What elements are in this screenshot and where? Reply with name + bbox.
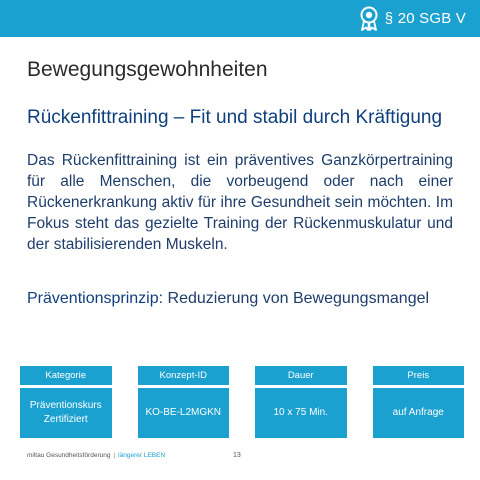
section-subtitle: Rückenfittraining – Fit und stabil durch Kräftigung bbox=[27, 107, 443, 128]
principle-value: Reduzierung von Bewegungsmangel bbox=[167, 290, 430, 307]
prevention-principle bbox=[27, 290, 467, 308]
card-value: 10 x 75 Min. bbox=[255, 388, 347, 438]
principle-label: Präventionsprinzip: bbox=[27, 290, 164, 307]
card-label: Preis bbox=[373, 366, 465, 385]
sgb-badge bbox=[359, 6, 466, 31]
card-value: KO-BE-L2MGKN bbox=[138, 388, 230, 438]
header-bar bbox=[0, 0, 480, 37]
page-number: 13 bbox=[233, 452, 241, 459]
info-card-duration bbox=[255, 366, 347, 438]
page-title: Bewegungsgewohnheiten bbox=[27, 58, 268, 81]
info-card-price bbox=[373, 366, 465, 438]
footer-separator: | bbox=[113, 452, 116, 459]
card-value: Präventionskurs Zertifiziert bbox=[20, 388, 112, 438]
badge-text: § 20 SGB V bbox=[384, 10, 466, 27]
card-label: Dauer bbox=[255, 366, 347, 385]
card-value: auf Anfrage bbox=[373, 388, 465, 438]
info-card-category bbox=[20, 366, 112, 438]
card-label: Kategorie bbox=[20, 366, 112, 385]
info-cards bbox=[20, 366, 464, 438]
info-card-concept-id bbox=[138, 366, 230, 438]
footer-org: miltau Gesundheitsförderung bbox=[27, 452, 111, 459]
footer bbox=[27, 452, 165, 459]
description-paragraph: Das Rückenfittraining ist ein präventives Ganzkörpertraining für alle Menschen, die vorbeugend oder nach einer Rückenerkrankung aktiv für ihre Gesundheit sein möchten. Im Fokus steht das gezielte Training der Rückenmuskulatur und der stabilisierenden Muskeln. bbox=[27, 152, 453, 253]
award-ribbon-icon bbox=[359, 6, 379, 31]
footer-brand: längerer LEBEN bbox=[118, 452, 166, 459]
card-label: Konzept-ID bbox=[138, 366, 230, 385]
